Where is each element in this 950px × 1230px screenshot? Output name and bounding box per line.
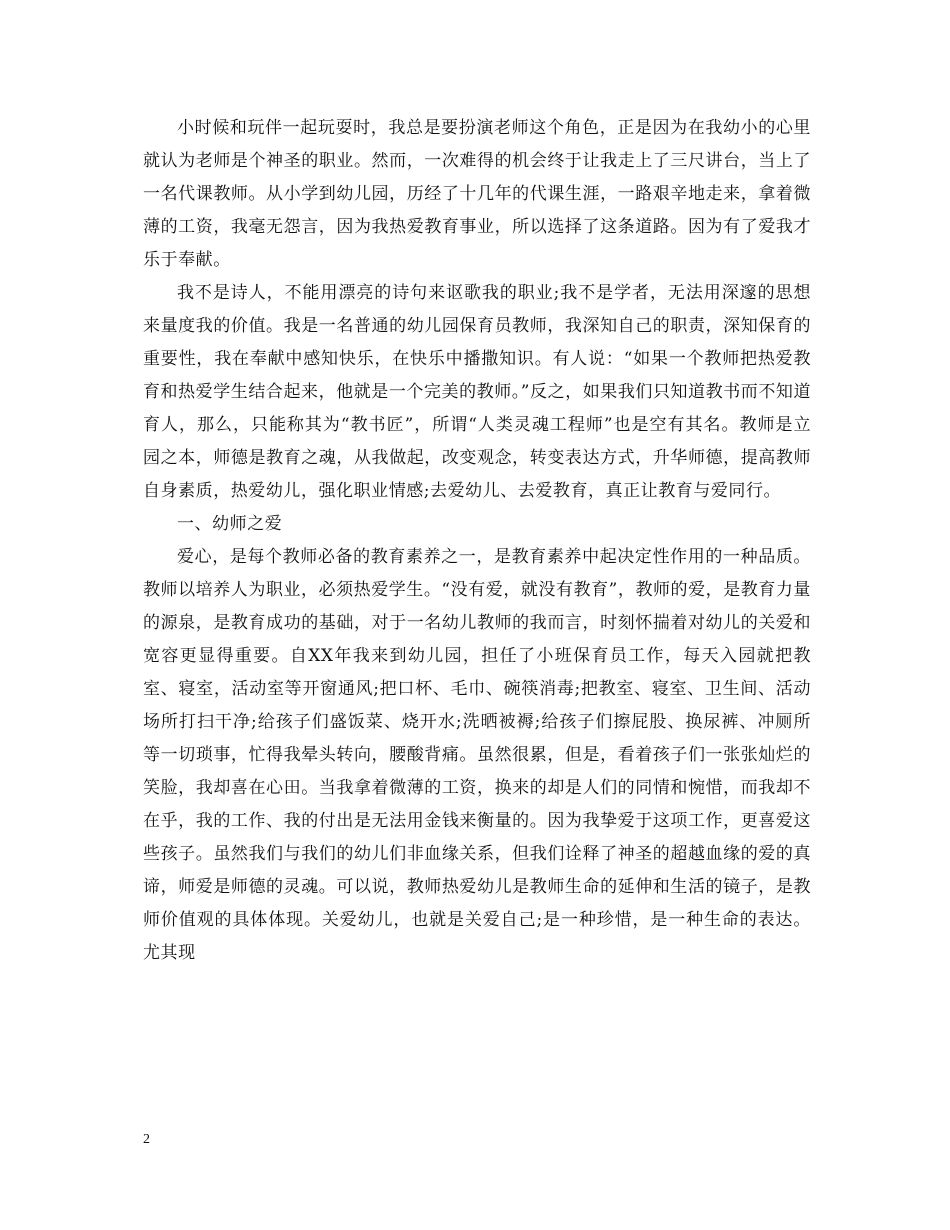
paragraph-not-poet: 我不是诗人，不能用漂亮的诗句来讴歌我的职业;我不是学者，无法用深邃的思想来量度我的价值。我是一名普通的幼儿园保育员教师，我深知自己的职责，深知保育的重要性，我在奉献中感知快乐，在快乐中播撒知识。有人说：“如果一个教师把热爱教育和热爱学生结合起来，他就是一个完美的教师。”反之，如果我们只知道教书而不知道育人，那么，只能称其为“教书匠”，所谓“人类灵魂工程师”也是空有其名。教师是立园之本，师德是教育之魂，从我做起，改变观念，转变表达方式，升华师德，提高教师自身素质，热爱幼儿，强化职业情感;去爱幼儿、去爱教育，真正让教育与爱同行。 — [143, 283, 811, 501]
paragraph-love: 爱心，是每个教师必备的教育素养之一，是教育素养中起决定性作用的一种品质。教师以培养人为职业，必须热爱学生。“没有爱，就没有教育”，教师的爱，是教育力量的源泉，是教育成功的基础，对于一名幼儿教师的我而言，时刻怀揣着对幼儿的关爱和宽容更显得重要。自XX年我来到幼儿园，担任了小班保育员工作，每天入园就把教室、寝室，活动室等开窗通风;把口杯、毛巾、碗筷消毒;把教室、寝室、卫生间、活动场所打扫干净;给孩子们盛饭菜、烧开水;洗晒被褥;给孩子们擦屁股、换尿裤、冲厕所等一切琐事，忙得我晕头转向，腰酸背痛。虽然很累，但是，看着孩子们一张张灿烂的笑脸，我却喜在心田。当我拿着微薄的工资，换来的却是人们的同情和惋惜，而我却不在乎，我的工作、我的付出是无法用金钱来衡量的。因为我挚爱于这项工作，更喜爱这些孩子。虽然我们与我们的幼儿们非血缘关系，但我们诠释了神圣的超越血缘的爱的真谛，师爱是师德的灵魂。可以说，教师热爱幼儿是教师生命的延伸和生活的镜子，是教师价值观的具体体现。关爱幼儿，也就是关爱自己;是一种珍惜，是一种生命的表达。尤其现 — [143, 547, 811, 963]
document-body — [143, 112, 811, 970]
page-number: 2 — [143, 1132, 150, 1147]
section-heading: 一、幼师之爱 — [177, 514, 283, 534]
paragraph-intro: 小时候和玩伴一起玩耍时，我总是要扮演老师这个角色，正是因为在我幼小的心里就认为老师是个神圣的职业。然而，一次难得的机会终于让我走上了三尺讲台，当上了一名代课教师。从小学到幼儿园，历经了十几年的代课生涯，一路艰辛地走来，拿着微薄的工资，我毫无怨言，因为我热爱教育事业，所以选择了这条道路。因为有了爱我才乐于奉献。 — [143, 118, 811, 270]
